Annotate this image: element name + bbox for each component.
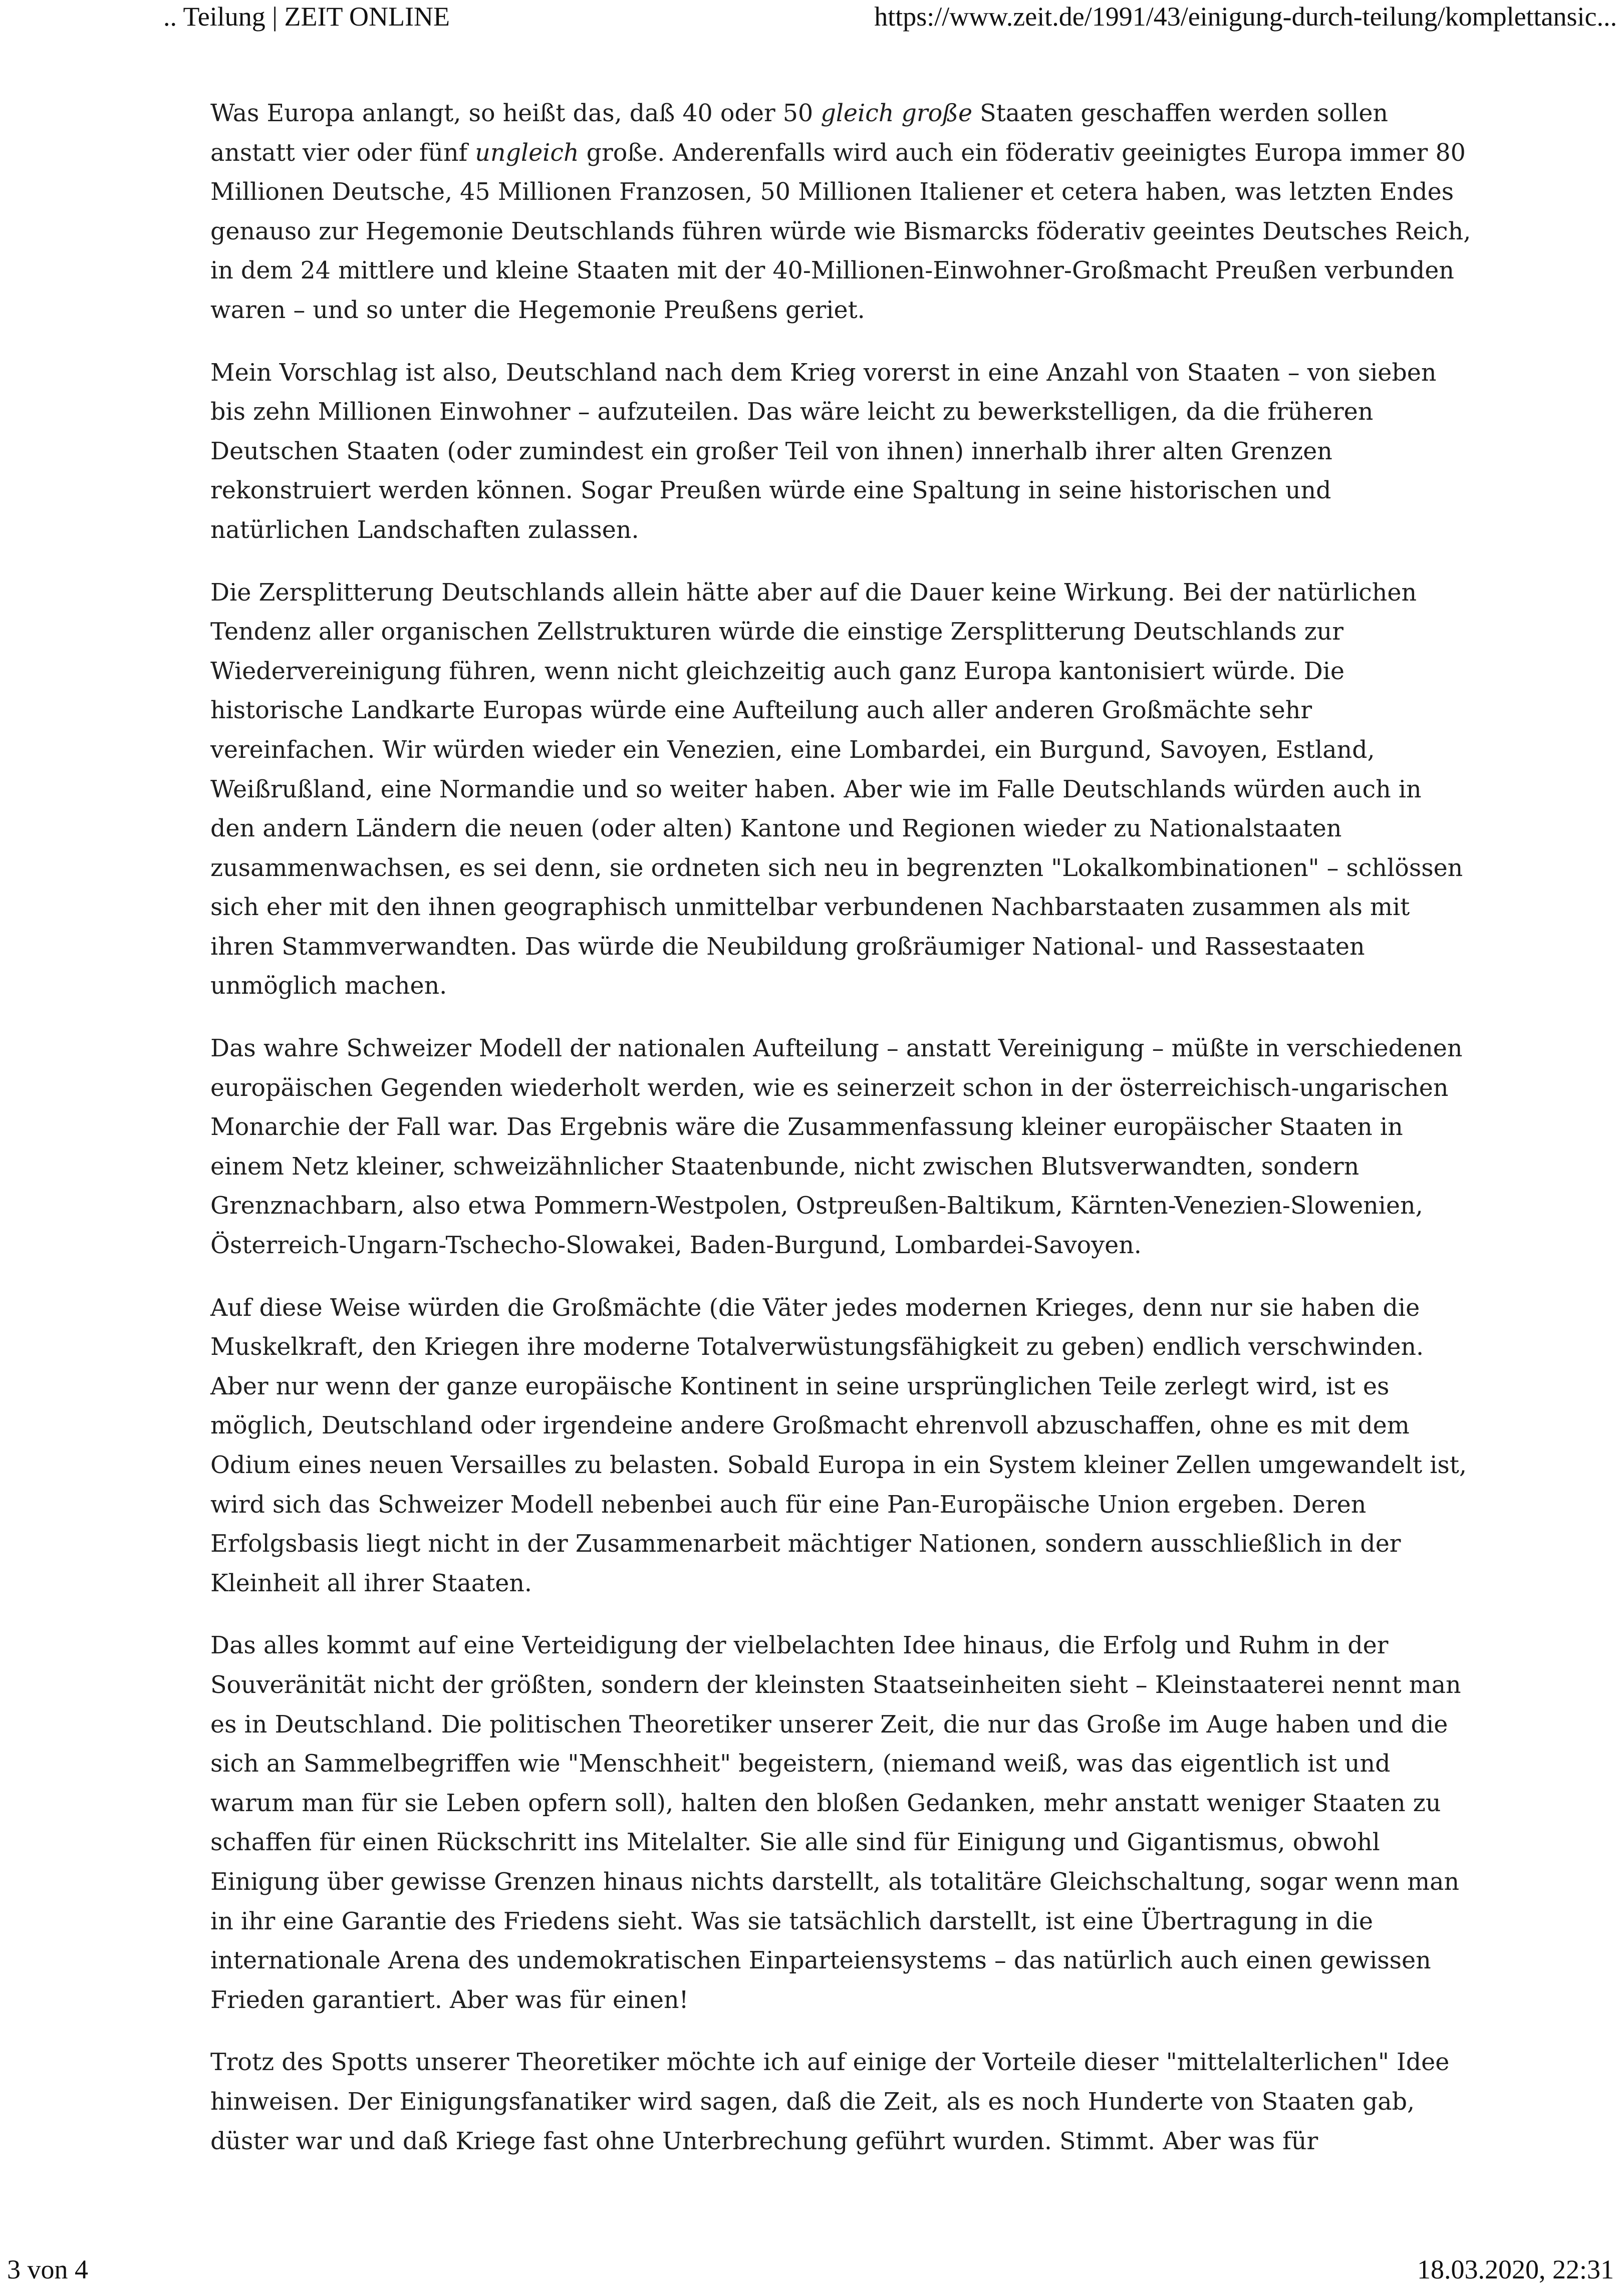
footer-print-datetime: 18.03.2020, 22:31 — [1417, 2254, 1614, 2284]
header-url[interactable]: https://www.zeit.de/1991/43/einigung-durch-teilung/komplettansic... — [874, 2, 1617, 32]
header-page-title: .. Teilung | ZEIT ONLINE — [163, 2, 450, 32]
paragraph-1-text-a: Was Europa anlangt, so heißt das, daß 40 oder 50 — [210, 100, 821, 127]
print-footer — [0, 2254, 1619, 2289]
emphasis-ungleich: ungleich — [475, 139, 579, 167]
print-header — [0, 0, 1619, 40]
article-paragraph-6: Das alles kommt auf eine Verteidigung der vielbelachten Idee hinaus, die Erfolg und Ruhm in der Souveränität nicht der größten, sondern der kleinsten Staatseinheiten sieht – Kleinstaaterei nennt man es in Deutschland. Die politischen Theoretiker unserer Zeit, die nur das Große im Auge haben und die sich an Sammelbegriffen wie "Menschheit" begeistern, (niemand weiß, was das eigentlich ist und warum man für sie Leben opfern soll), halten den bloßen Gedanken, mehr anstatt weniger Staaten zu schaffen für einen Rückschritt ins Mitelalter. Sie alle sind für Einigung und Gigantismus, obwohl Einigung über gewisse Grenzen hinaus nichts darstellt, als totalitäre Gleichschaltung, sogar wenn man in ihr eine Garantie des Friedens sieht. Was sie tatsächlich darstellt, ist eine Übertragung in die internationale Arena des undemokratischen Einparteiensystems – das natürlich auch einen gewissen Frieden garantiert. Aber was für einen! — [210, 1632, 1461, 2014]
footer-page-number: 3 von 4 — [7, 2254, 88, 2284]
paragraph-1-text-c: Staaten geschaffen werden sollen anstatt vier oder fünf — [210, 100, 1389, 167]
article-paragraph-5: Auf diese Weise würden die Großmächte (die Väter jedes modernen Krieges, denn nur sie haben die Muskelkraft, den Kriegen ihre moderne Totalverwüstungsfähigkeit zu geben) endlich verschwinden. Aber nur wenn der ganze europäische Kontinent in seine ursprünglichen Teile zerlegt wird, ist es möglich, Deutschland oder irgendeine andere Großmacht ehrenvoll abzuschaffen, ohne es mit dem Odium eines neuen Versailles zu belasten. Sobald Europa in ein System kleiner Zellen umgewandelt ist, wird sich das Schweizer Modell nebenbei auch für eine Pan-Europäische Union ergeben. Deren Erfolgsbasis liegt nicht in der Zusammenarbeit mächtiger Nationen, sondern ausschließlich in der Kleinheit all ihrer Staaten. — [210, 1294, 1467, 1597]
paragraph-1-text-e: große. Anderenfalls wird auch ein föderativ geeinigtes Europa immer 80 Millionen Deutsche, 45 Millionen Franzosen, 50 Millionen Italiener et cetera haben, was letzten Endes genauso zur Hegemonie Deutschlands führen würde wie Bismarcks föderativ geeintes Deutsches Reich, in dem 24 mittlere und kleine Staaten mit der 40-Millionen-Einwohner-Großmacht Preußen verbunden waren – und so unter die Hegemonie Preußens geriet. — [210, 139, 1471, 324]
article-paragraph-3: Die Zersplitterung Deutschlands allein hätte aber auf die Dauer keine Wirkung. Bei der natürlichen Tendenz aller organischen Zellstrukturen würde die einstige Zersplitterung Deutschlands zur Wiedervereinigung führen, wenn nicht gleichzeitig auch ganz Europa kantonisiert würde. Die historische Landkarte Europas würde eine Aufteilung auch aller anderen Großmächte sehr vereinfachen. Wir würden wieder ein Venezien, eine Lombardei, ein Burgund, Savoyen, Estland, Weißrußland, eine Normandie und so weiter haben. Aber wie im Falle Deutschlands würden auch in den andern Ländern die neuen (oder alten) Kantone und Regionen wieder zu Nationalstaaten zusammenwachsen, es sei denn, sie ordneten sich neu in begrenzten "Lokalkombinationen" – schlössen sich eher mit den ihnen geographisch unmittelbar verbundenen Nachbarstaaten zusammen als mit ihren Stammverwandten. Das würde die Neubildung großräumiger National- und Rassestaaten unmöglich machen. — [210, 579, 1463, 1000]
article-paragraph-2: Mein Vorschlag ist also, Deutschland nach dem Krieg vorerst in eine Anzahl von Staaten – von sieben bis zehn Millionen Einwohner – aufzuteilen. Das wäre leicht zu bewerkstelligen, da die früheren Deutschen Staaten (oder zumindest ein großer Teil von ihnen) innerhalb ihrer alten Grenzen rekonstruiert werden können. Sogar Preußen würde eine Spaltung in seine historischen und natürlichen Landschaften zulassen. — [210, 359, 1437, 544]
article-paragraph-1 — [210, 94, 1473, 331]
emphasis-gleich-grosse: gleich große — [821, 100, 973, 127]
article-paragraph-4: Das wahre Schweizer Modell der nationalen Aufteilung – anstatt Vereinigung – müßte in verschiedenen europäischen Gegenden wiederholt werden, wie es seinerzeit schon in der österreichisch-ungarischen Monarchie der Fall war. Das Ergebnis wäre die Zusammenfassung kleiner europäischer Staaten in einem Netz kleiner, schweizähnlicher Staatenbunde, nicht zwischen Blutsverwandten, sondern Grenznachbarn, also etwa Pommern-Westpolen, Ostpreußen-Baltikum, Kärnten-Venezien-Slowenien, Österreich-Ungarn-Tschecho-Slowakei, Baden-Burgund, Lombardei-Savoyen. — [210, 1035, 1463, 1260]
article-body — [210, 94, 1473, 2184]
article-paragraph-7: Trotz des Spotts unserer Theoretiker möchte ich auf einige der Vorteile dieser "mittelalterlichen" Idee hinweisen. Der Einigungsfanatiker wird sagen, daß die Zeit, als es noch Hunderte von Staaten gab, düster war und daß Kriege fast ohne Unterbrechung geführt wurden. Stimmt. Aber was für — [210, 2049, 1450, 2155]
